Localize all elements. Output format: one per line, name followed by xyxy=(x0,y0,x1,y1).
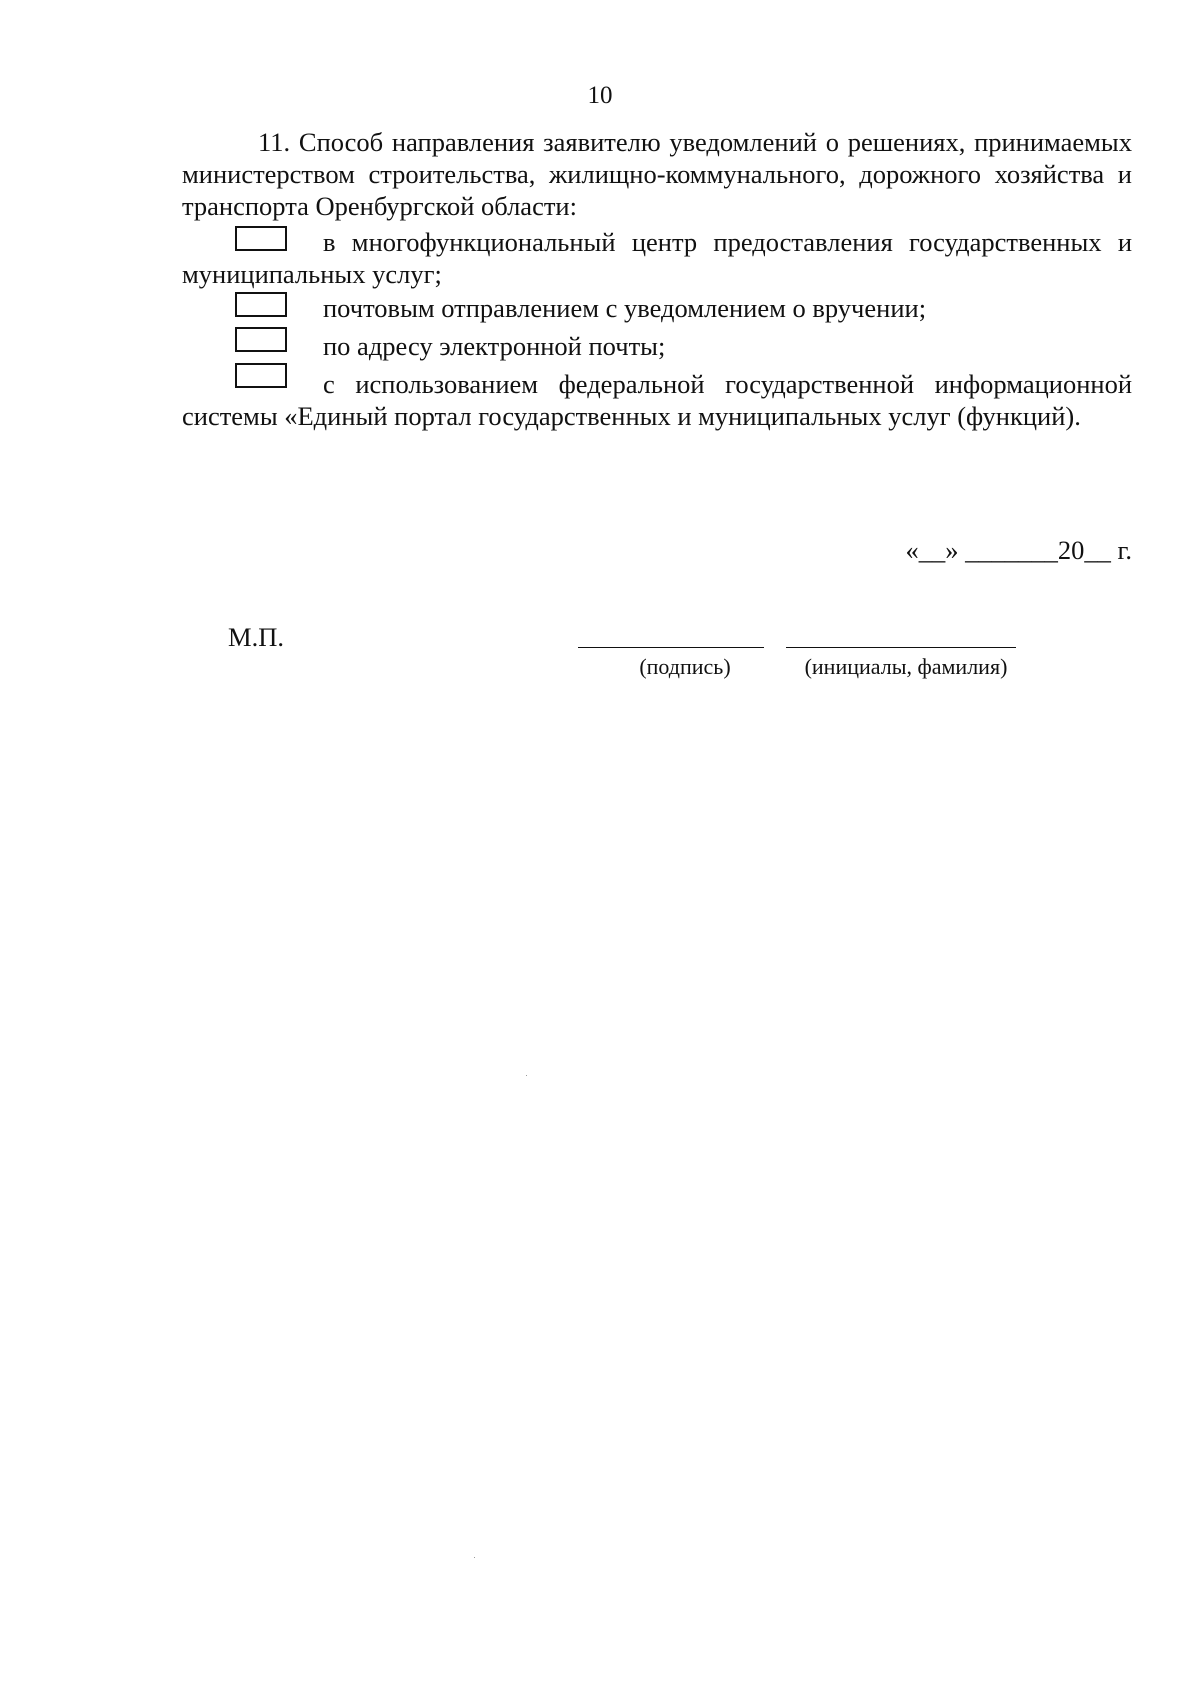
page-number: 10 xyxy=(587,82,613,109)
signature-line[interactable] xyxy=(578,647,764,648)
option-mfc-label: в многофункциональный центр предоставления государственных и муниципальных услуг; xyxy=(182,227,1132,289)
option-email-label: по адресу электронной почты; xyxy=(323,331,666,361)
option-epgu xyxy=(182,368,1132,432)
option-epgu-label: с использованием федеральной государственной информационной системы «Единый портал государственных и муниципальных услуг (функций). xyxy=(182,369,1132,431)
option-mfc xyxy=(182,226,1132,290)
option-post-label: почтовым отправлением с уведомлением о вручении; xyxy=(323,293,927,323)
stamp-label: М.П. xyxy=(228,622,284,652)
name-caption: (инициалы, фамилия) xyxy=(804,654,1008,679)
signature-caption: (подпись) xyxy=(639,654,731,679)
date-line: «__» _______20__ г. xyxy=(905,535,1132,565)
scan-speck xyxy=(526,1075,527,1076)
section-11-intro: 11. Способ направления заявителю уведомлений о решениях, принимаемых министерством строительства, жилищно-коммунального, дорожного хозяйства и транспорта Оренбургской области: xyxy=(182,127,1132,221)
scan-speck xyxy=(474,1557,475,1558)
option-post xyxy=(182,292,1132,324)
name-line[interactable] xyxy=(786,647,1016,648)
option-email xyxy=(182,330,1132,362)
